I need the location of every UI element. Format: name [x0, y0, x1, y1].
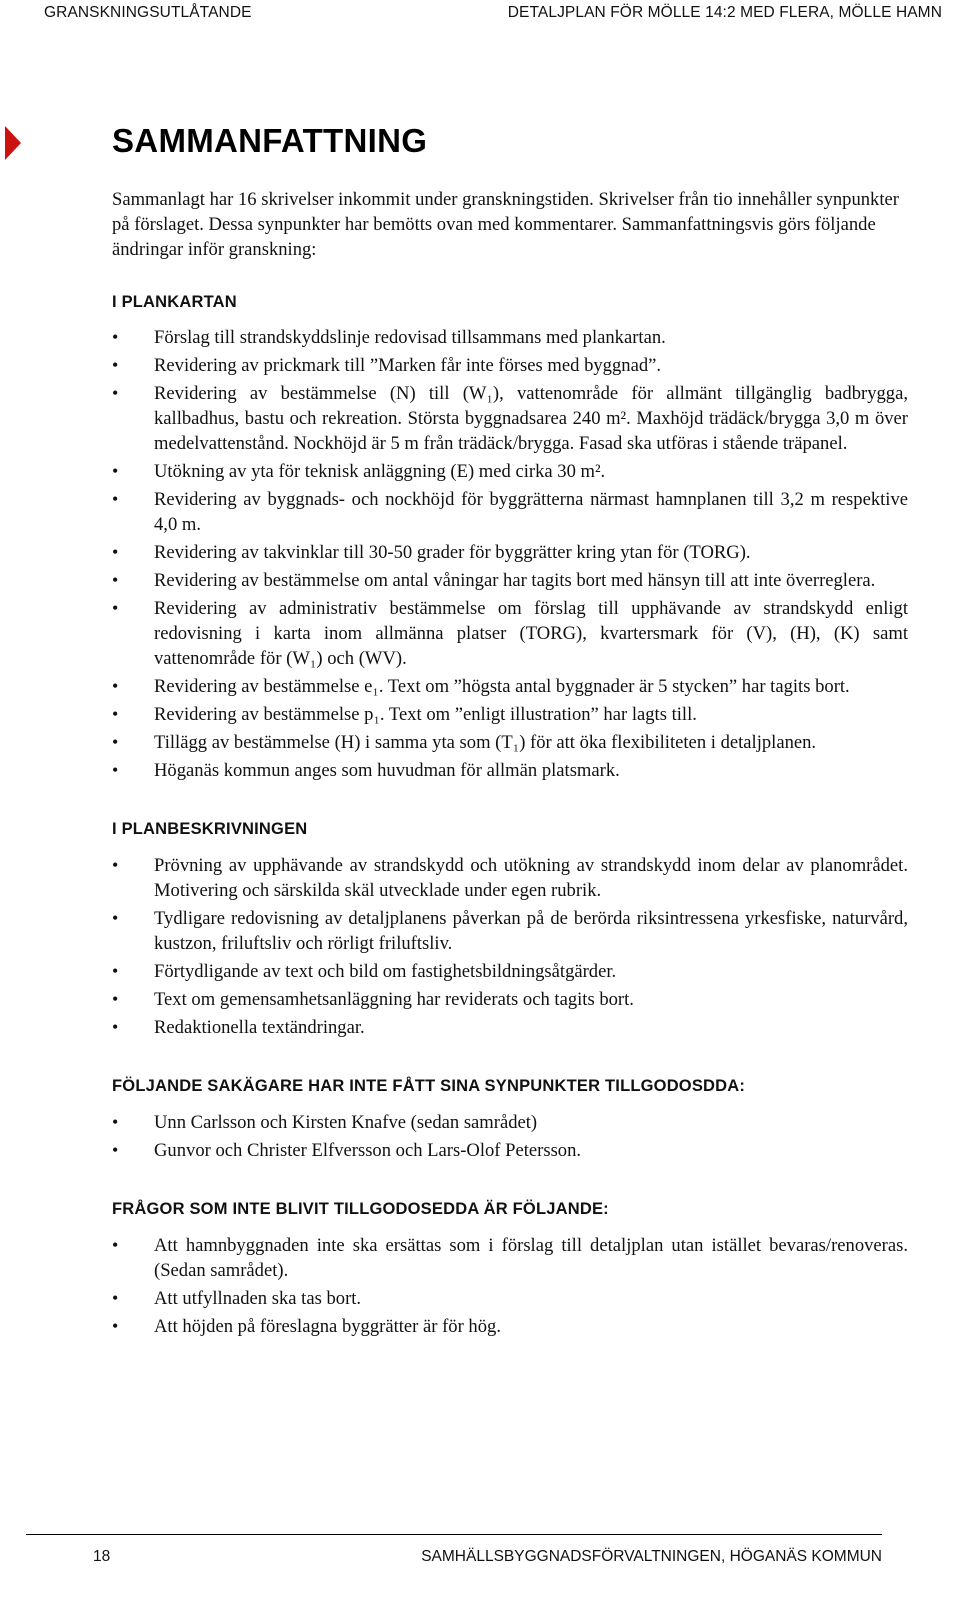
- list-item: • Att hamnbyggnaden inte ska ersättas som i förslag till detaljplan utan istället bevaras/renoveras. (Sedan samrådet).: [112, 1233, 908, 1283]
- heading-planbeskrivningen: I PLANBESKRIVNINGEN: [112, 820, 308, 838]
- footer-divider: [26, 1534, 882, 1535]
- list-item: • Förslag till strandskyddslinje redovisad tillsammans med plankartan.: [112, 325, 908, 350]
- section-marker-icon: [5, 126, 21, 160]
- list-plankartan: [112, 325, 908, 783]
- list-item: • Tillägg av bestämmelse (H) i samma yta som (T₁) för att öka flexibiliteten i detaljplanen.: [112, 730, 908, 755]
- list-item: • Revidering av bestämmelse om antal våningar har tagits bort med hänsyn till att inte överreglera.: [112, 568, 908, 593]
- heading-sakagare: FÖLJANDE SAKÄGARE HAR INTE FÅTT SINA SYNPUNKTER TILLGODOSDDA:: [112, 1077, 746, 1095]
- list-item: • Unn Carlsson och Kirsten Knafve (sedan samrådet): [112, 1110, 908, 1135]
- list-item: • Revidering av bestämmelse p₁. Text om ”enligt illustration” har lagts till.: [112, 702, 908, 727]
- list-item: • Revidering av bestämmelse e₁. Text om ”högsta antal byggnader är 5 stycken” har tagits bort.: [112, 674, 908, 699]
- list-item: • Prövning av upphävande av strandskydd och utökning av strandskydd inom delar av planområdet. Motivering och särskilda skäl utvecklade under egen rubrik.: [112, 853, 908, 903]
- list-item: • Text om gemensamhetsanläggning har reviderats och tagits bort.: [112, 987, 908, 1012]
- list-item: • Revidering av byggnads- och nockhöjd för byggrätterna närmast hamnplanen till 3,2 m respektive 4,0 m.: [112, 487, 908, 537]
- list-planbeskrivningen: [112, 853, 908, 1040]
- list-item: • Att höjden på föreslagna byggrätter är för hög.: [112, 1314, 908, 1339]
- heading-plankartan: I PLANKARTAN: [112, 293, 237, 311]
- footer-organization: SAMHÄLLSBYGGNADSFÖRVALTNINGEN, HÖGANÄS KOMMUN: [421, 1548, 882, 1565]
- main-content: [112, 187, 908, 1342]
- list-fragor: [112, 1233, 908, 1339]
- list-item: • Revidering av bestämmelse (N) till (W₁), vattenområde för allmänt tillgänglig badbrygga, kallbadhus, bastu och rekreation. Största byggnadsarea 240 m². Maxhöjd trädäck/brygga 3,0 m över medelvattenstånd. Nockhöjd är 5 m från trädäck/brygga. Fasad ska utföras i stående träpanel.: [112, 381, 908, 456]
- list-item: • Redaktionella textändringar.: [112, 1015, 908, 1040]
- list-item: • Utökning av yta för teknisk anläggning (E) med cirka 30 m².: [112, 459, 908, 484]
- page-title: SAMMANFATTNING: [112, 122, 428, 159]
- page-number: 18: [93, 1548, 111, 1565]
- list-item: • Gunvor och Christer Elfversson och Lars-Olof Petersson.: [112, 1138, 908, 1163]
- list-item: • Förtydligande av text och bild om fastighetsbildningsåtgärder.: [112, 959, 908, 984]
- intro-paragraph: Sammanlagt har 16 skrivelser inkommit under granskningstiden. Skrivelser från tio innehåller synpunkter på förslaget. Dessa synpunkter har bemötts ovan med kommentarer. Sammanfattningsvis görs följande ändringar inför granskning:: [112, 189, 899, 260]
- header-left: GRANSKNINGSUTLÅTANDE: [44, 4, 252, 21]
- list-item: • Revidering av prickmark till ”Marken får inte förses med byggnad”.: [112, 353, 908, 378]
- list-item: • Att utfyllnaden ska tas bort.: [112, 1286, 908, 1311]
- list-item: • Höganäs kommun anges som huvudman för allmän platsmark.: [112, 758, 908, 783]
- list-sakagare: [112, 1110, 908, 1163]
- list-item: • Revidering av administrativ bestämmelse om förslag till upphävande av strandskydd enligt redovisning i karta inom allmänna platser (TORG), kvartersmark för (V), (H), (K) samt vattenområde för (W₁) och (WV).: [112, 596, 908, 671]
- list-item: • Revidering av takvinklar till 30-50 grader för byggrätter kring ytan för (TORG).: [112, 540, 908, 565]
- list-item: • Tydligare redovisning av detaljplanens påverkan på de berörda riksintressena yrkesfiske, naturvård, kustzon, friluftsliv och rörligt friluftsliv.: [112, 906, 908, 956]
- heading-fragor: FRÅGOR SOM INTE BLIVIT TILLGODOSEDDA ÄR FÖLJANDE:: [112, 1200, 609, 1218]
- header-right: DETALJPLAN FÖR MÖLLE 14:2 MED FLERA, MÖLLE HAMN: [507, 4, 942, 21]
